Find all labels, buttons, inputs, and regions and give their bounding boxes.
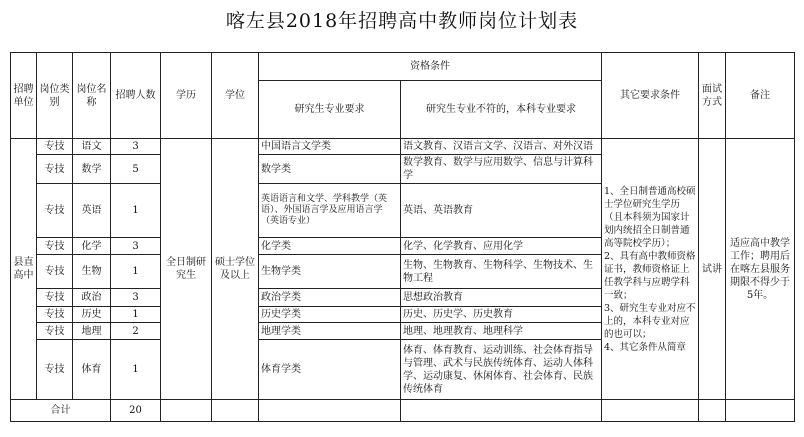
recruitment-table [10, 52, 795, 422]
unit-cell: 县直高中 [11, 139, 37, 400]
grad-major-cell: 历史学类 [259, 307, 401, 323]
degree-cell: 硕士学位及以上 [212, 139, 259, 400]
total-empty [602, 400, 699, 422]
undergrad-major-cell: 体育、体育教育、运动训练、社会体育指导与管理、武术与民族传统体育、运动人体科学、运动康复、休闲体育、社会体育、民族传统体育 [401, 340, 602, 400]
header-interview: 面试方式 [699, 53, 726, 139]
other-requirements-cell [602, 139, 699, 400]
grad-major-cell: 化学类 [259, 238, 401, 255]
page-title: 喀左县2018年招聘高中教师岗位计划表 [225, 10, 579, 32]
count-cell: 1 [111, 255, 161, 289]
category-cell: 专技 [37, 184, 73, 238]
total-empty [161, 400, 212, 422]
undergrad-major-cell: 历史、历史学、历史教育 [401, 307, 602, 323]
category-cell: 专技 [37, 340, 73, 400]
count-cell: 1 [111, 307, 161, 323]
header-education: 学历 [161, 53, 212, 139]
count-cell: 3 [111, 238, 161, 255]
header-category: 岗位类别 [37, 53, 73, 139]
remark-cell: 适应高中教学工作；聘用后在喀左县服务期限不得少于5年。 [726, 139, 795, 400]
header-degree: 学位 [212, 53, 259, 139]
undergrad-major-cell: 思想政治教育 [401, 289, 602, 307]
category-cell: 专技 [37, 323, 73, 340]
grad-major-cell: 生物学类 [259, 255, 401, 289]
header-grad-major: 研究生专业要求 [259, 81, 401, 139]
post-cell: 生物 [73, 255, 111, 289]
header-other: 其它要求条件 [602, 53, 699, 139]
count-cell: 1 [111, 184, 161, 238]
grad-major-cell: 政治学类 [259, 289, 401, 307]
count-cell: 5 [111, 155, 161, 184]
category-cell: 专技 [37, 255, 73, 289]
post-cell: 历史 [73, 307, 111, 323]
undergrad-major-cell: 地理、地理教育、地理科学 [401, 323, 602, 340]
grad-major-cell: 中国语言文学类 [259, 139, 401, 155]
total-empty [699, 400, 726, 422]
grad-major-cell: 数学类 [259, 155, 401, 184]
total-label: 合计 [11, 400, 111, 422]
grad-major-cell: 体育学类 [259, 340, 401, 400]
count-cell: 3 [111, 139, 161, 155]
header-remark: 备注 [726, 53, 795, 139]
count-cell: 1 [111, 340, 161, 400]
total-count: 20 [111, 400, 161, 422]
post-cell: 英语 [73, 184, 111, 238]
post-cell: 化学 [73, 238, 111, 255]
total-empty [726, 400, 795, 422]
header-post: 岗位名称 [73, 53, 111, 139]
table-row [11, 139, 795, 155]
post-cell: 体育 [73, 340, 111, 400]
undergrad-major-cell: 化学、化学教育、应用化学 [401, 238, 602, 255]
category-cell: 专技 [37, 238, 73, 255]
count-cell: 3 [111, 289, 161, 307]
total-row [11, 400, 795, 422]
post-cell: 语文 [73, 139, 111, 155]
category-cell: 专技 [37, 155, 73, 184]
grad-major-cell: 地理学类 [259, 323, 401, 340]
total-empty [259, 400, 401, 422]
category-cell: 专技 [37, 307, 73, 323]
count-cell: 2 [111, 323, 161, 340]
undergrad-major-cell: 数学教育、数学与应用数学、信息与计算科学 [401, 155, 602, 184]
header-qualification: 资格条件 [259, 53, 602, 81]
undergrad-major-cell: 英语、英语教育 [401, 184, 602, 238]
undergrad-major-cell: 生物、生物教育、生物科学、生物技术、生物工程 [401, 255, 602, 289]
header-count: 招聘人数 [111, 53, 161, 139]
total-empty [212, 400, 259, 422]
total-empty [401, 400, 602, 422]
header-undergrad-major: 研究生专业不符的，本科专业要求 [401, 81, 602, 139]
other-requirements-text: 1、全日制普通高校硕士学位研究生学历（且本科须为国家计划内统招全日制普通高等院校学历）； 2、具有高中教师资格证书，教师资格证上任教学科与应聘学科一致； 3、研究生专业对应不上的，本科专业对应的也可以； 4、其它条件从简章 [604, 185, 696, 353]
post-cell: 数学 [73, 155, 111, 184]
education-cell: 全日制研究生 [161, 139, 212, 400]
post-cell: 地理 [73, 323, 111, 340]
category-cell: 专技 [37, 139, 73, 155]
header-unit: 招聘单位 [11, 53, 37, 139]
post-cell: 政治 [73, 289, 111, 307]
grad-major-cell: 英语语言和文学、学科教学（英语）、外国语言学及应用语言学（英语专业） [259, 184, 401, 238]
interview-cell: 试讲 [699, 139, 726, 400]
category-cell: 专技 [37, 289, 73, 307]
undergrad-major-cell: 语文教育、汉语言文学、汉语言、对外汉语 [401, 139, 602, 155]
